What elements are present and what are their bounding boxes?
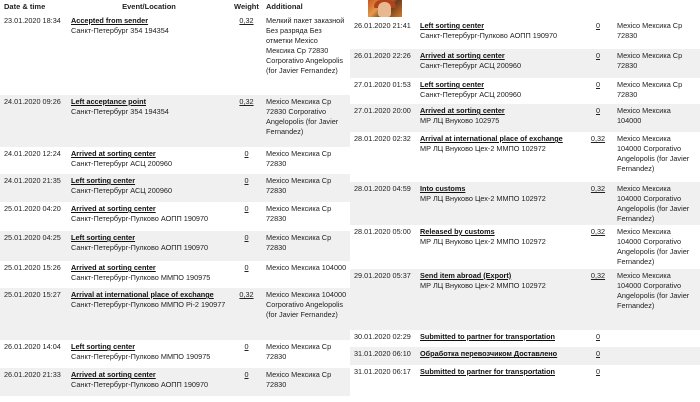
tracking-table-right	[350, 19, 700, 383]
event-location: МР ЛЦ Внуково 102975	[420, 116, 500, 125]
row-additional: Mexico Мексика 104000 Corporativo Angelopolis (for Javier Fernandez)	[613, 132, 700, 182]
row-date: 27.01.2020 20:00	[350, 104, 416, 132]
row-event-cell	[416, 365, 582, 383]
row-additional: Mexico Мексика Cp 72830	[613, 49, 700, 78]
row-weight: 0,32	[590, 184, 606, 193]
event-link[interactable]: Send item abroad (Export)	[420, 271, 512, 280]
row-date: 28.01.2020 02:32	[350, 132, 416, 182]
row-additional: Mexico Мексика Cp 72830	[262, 174, 350, 202]
row-weight: 0,32	[590, 134, 606, 143]
event-link[interactable]: Submitted to partner for transportation	[420, 367, 555, 376]
row-date: 23.01.2020 18:34	[0, 14, 67, 95]
event-location: Санкт-Петербург АСЦ 200960	[71, 186, 173, 195]
row-additional: Mexico Мексика 104000	[262, 261, 350, 288]
event-location: Санкт-Петербург АСЦ 200960	[420, 61, 522, 70]
table-row	[350, 330, 700, 347]
event-link[interactable]: Обработка перевозчиком Доставлено	[420, 349, 558, 358]
event-link[interactable]: Released by customs	[420, 227, 495, 236]
row-event-cell	[67, 368, 230, 396]
row-event-cell	[416, 225, 582, 269]
row-additional	[613, 365, 700, 383]
row-weight: 0,32	[239, 290, 254, 299]
table-row	[0, 231, 350, 261]
row-additional	[613, 330, 700, 347]
header-weight: Weight	[234, 2, 259, 11]
event-link[interactable]: Left sorting center	[71, 233, 136, 242]
table-row	[0, 174, 350, 202]
event-location: Санкт-Петербург-Пулково ММПО Pi-2 190977	[71, 300, 226, 309]
event-link[interactable]: Arrived at sorting center	[71, 370, 156, 379]
table-row	[0, 261, 350, 288]
row-weight-cell	[230, 340, 262, 368]
user-avatar	[368, 0, 402, 17]
row-date: 25.01.2020 15:26	[0, 261, 67, 288]
row-weight-cell	[230, 368, 262, 396]
row-weight: 0	[595, 80, 601, 89]
event-location: Санкт-Петербург-Пулково АОПП 190970	[420, 31, 558, 40]
row-event-cell	[67, 231, 230, 261]
event-location: Санкт-Петербург-Пулково ММПО 190975	[71, 352, 211, 361]
row-weight-cell	[582, 104, 613, 132]
row-weight-cell	[230, 202, 262, 231]
event-link[interactable]: Left sorting center	[71, 176, 136, 185]
row-event-cell	[67, 95, 230, 147]
row-event-cell	[416, 132, 582, 182]
header-date: Date & time	[4, 2, 46, 11]
event-link[interactable]: Left sorting center	[420, 80, 485, 89]
table-row	[0, 14, 350, 95]
row-weight-cell	[582, 347, 613, 365]
row-event-cell	[67, 14, 230, 95]
table-row	[350, 19, 700, 49]
row-weight: 0	[595, 367, 601, 376]
row-weight-cell	[582, 330, 613, 347]
table-row	[0, 340, 350, 368]
row-weight: 0	[244, 342, 249, 351]
row-additional: Mexico Мексика 104000	[613, 104, 700, 132]
event-location: Санкт-Петербург АСЦ 200960	[71, 159, 173, 168]
row-event-cell	[416, 49, 582, 78]
row-weight: 0	[595, 21, 601, 30]
row-additional: Mexico Мексика Cp 72830	[262, 231, 350, 261]
row-additional: Mexico Мексика Cp 72830	[613, 78, 700, 104]
table-row	[350, 225, 700, 269]
row-weight-cell	[582, 365, 613, 383]
row-date: 31.01.2020 06:10	[350, 347, 416, 365]
event-location: МР ЛЦ Внуково Цех-2 ММПО 102972	[420, 237, 546, 246]
row-date: 26.01.2020 21:33	[0, 368, 67, 396]
row-date: 26.01.2020 21:41	[350, 19, 416, 49]
event-link[interactable]: Left acceptance point	[71, 97, 147, 106]
row-date: 26.01.2020 14:04	[0, 340, 67, 368]
row-additional: Mexico Мексика Cp 72830	[262, 340, 350, 368]
row-weight-cell	[230, 231, 262, 261]
table-row	[350, 78, 700, 104]
row-additional: Mexico Мексика 104000 Corporativo Angelopolis (for Javier Fernandez)	[613, 182, 700, 225]
table-row	[0, 288, 350, 340]
row-weight: 0	[244, 204, 249, 213]
event-location: Санкт-Петербург-Пулково ММПО 190975	[71, 273, 211, 282]
event-link[interactable]: Left sorting center	[420, 21, 485, 30]
row-event-cell	[416, 182, 582, 225]
row-additional: Mexico Мексика 104000 Corporativo Angelopolis (for Javier Fernandez)	[613, 225, 700, 269]
table-row	[0, 368, 350, 396]
event-link[interactable]: Arrived at sorting center	[420, 51, 505, 60]
row-additional: Mexico Мексика Cp 72830	[613, 19, 700, 49]
row-additional: Mexico Мексика Cp 72830 Corporativo Angelopolis (for Javier Fernandez)	[262, 95, 350, 147]
table-row	[350, 182, 700, 225]
table-row	[350, 104, 700, 132]
row-weight-cell	[230, 174, 262, 202]
row-event-cell	[416, 78, 582, 104]
row-weight: 0,32	[590, 227, 606, 236]
event-location: Санкт-Петербург-Пулково АОПП 190970	[71, 214, 209, 223]
event-link[interactable]: Arrival at international place of exchange	[420, 134, 563, 143]
event-link[interactable]: Submitted to partner for transportation	[420, 332, 555, 341]
event-link[interactable]: Arrival at international place of exchange	[71, 290, 214, 299]
row-weight-cell	[582, 225, 613, 269]
row-weight: 0	[595, 106, 601, 115]
event-link[interactable]: Arrived at sorting center	[71, 263, 156, 272]
row-date: 25.01.2020 04:25	[0, 231, 67, 261]
row-weight-cell	[582, 182, 613, 225]
event-link[interactable]: Arrived at sorting center	[420, 106, 505, 115]
event-link[interactable]: Accepted from sender	[71, 16, 149, 25]
row-weight: 0,32	[590, 271, 606, 280]
row-date: 30.01.2020 02:29	[350, 330, 416, 347]
row-weight-cell	[582, 269, 613, 330]
table-row	[350, 365, 700, 383]
table-row	[350, 49, 700, 78]
row-weight-cell	[230, 261, 262, 288]
row-weight: 0	[595, 51, 601, 60]
row-event-cell	[416, 330, 582, 347]
event-location: Санкт-Петербург 354 194354	[71, 107, 169, 116]
row-event-cell	[67, 174, 230, 202]
row-event-cell	[67, 202, 230, 231]
table-row	[350, 347, 700, 365]
row-date: 31.01.2020 06:17	[350, 365, 416, 383]
table-row	[0, 202, 350, 231]
row-date: 27.01.2020 01:53	[350, 78, 416, 104]
row-date: 29.01.2020 05:37	[350, 269, 416, 330]
row-additional	[613, 347, 700, 365]
row-weight-cell	[230, 147, 262, 174]
row-weight: 0,32	[239, 97, 254, 106]
table-row	[0, 95, 350, 147]
row-date: 25.01.2020 04:20	[0, 202, 67, 231]
row-additional: Mexico Мексика Cp 72830	[262, 202, 350, 231]
row-weight-cell	[582, 78, 613, 104]
row-weight: 0	[244, 149, 249, 158]
row-date: 26.01.2020 22:26	[350, 49, 416, 78]
row-event-cell	[67, 261, 230, 288]
event-location: Санкт-Петербург-Пулково АОПП 190970	[71, 380, 209, 389]
row-event-cell	[416, 269, 582, 330]
event-location: МР ЛЦ Внуково Цех-2 ММПО 102972	[420, 144, 546, 153]
row-weight: 0,32	[239, 16, 254, 25]
row-weight-cell	[230, 95, 262, 147]
event-location: Санкт-Петербург АСЦ 200960	[420, 90, 522, 99]
row-additional: Mexico Мексика 104000 Corporativo Angelopolis (for Javier Fernandez)	[262, 288, 350, 340]
tracking-table-left	[0, 0, 350, 396]
row-weight-cell	[582, 132, 613, 182]
table-row	[350, 269, 700, 330]
event-location: Санкт-Петербург-Пулково АОПП 190970	[71, 243, 209, 252]
event-link[interactable]: Arrived at sorting center	[71, 149, 156, 158]
row-event-cell	[67, 288, 230, 340]
row-date: 25.01.2020 15:27	[0, 288, 67, 340]
header-additional: Additional	[266, 2, 303, 11]
row-weight-cell	[230, 288, 262, 340]
row-weight: 0	[595, 349, 601, 358]
row-additional: Mexico Мексика Cp 72830	[262, 368, 350, 396]
row-weight: 0	[595, 332, 601, 341]
row-weight-cell	[230, 14, 262, 95]
row-additional: Мелкий пакет заказной Без разряда Без отметки Mexico Мексика Cp 72830 Corporativo Angelopolis (for Javier Fernandez)	[262, 14, 350, 95]
row-weight: 0	[244, 176, 249, 185]
row-weight: 0	[244, 263, 249, 272]
row-date: 28.01.2020 05:00	[350, 225, 416, 269]
row-date: 24.01.2020 21:35	[0, 174, 67, 202]
row-event-cell	[67, 340, 230, 368]
row-event-cell	[416, 347, 582, 365]
row-event-cell	[416, 19, 582, 49]
event-location: МР ЛЦ Внуково Цех-2 ММПО 102972	[420, 194, 546, 203]
row-weight: 0	[244, 233, 249, 242]
row-date: 24.01.2020 12:24	[0, 147, 67, 174]
row-event-cell	[67, 147, 230, 174]
row-weight-cell	[582, 19, 613, 49]
row-additional: Mexico Мексика 104000 Corporativo Angelopolis (for Javier Fernandez)	[613, 269, 700, 330]
row-date: 28.01.2020 04:59	[350, 182, 416, 225]
row-weight-cell	[582, 49, 613, 78]
event-link[interactable]: Arrived at sorting center	[71, 204, 156, 213]
table-row	[350, 132, 700, 182]
row-weight: 0	[244, 370, 249, 379]
row-additional: Mexico Мексика Cp 72830	[262, 147, 350, 174]
row-event-cell	[416, 104, 582, 132]
event-link[interactable]: Into customs	[420, 184, 466, 193]
event-location: МР ЛЦ Внуково Цех-2 ММПО 102972	[420, 281, 546, 290]
table-row	[0, 147, 350, 174]
row-date: 24.01.2020 09:26	[0, 95, 67, 147]
event-link[interactable]: Left sorting center	[71, 342, 136, 351]
header-event: Event/Location	[122, 2, 176, 11]
event-location: Санкт-Петербург 354 194354	[71, 26, 169, 35]
